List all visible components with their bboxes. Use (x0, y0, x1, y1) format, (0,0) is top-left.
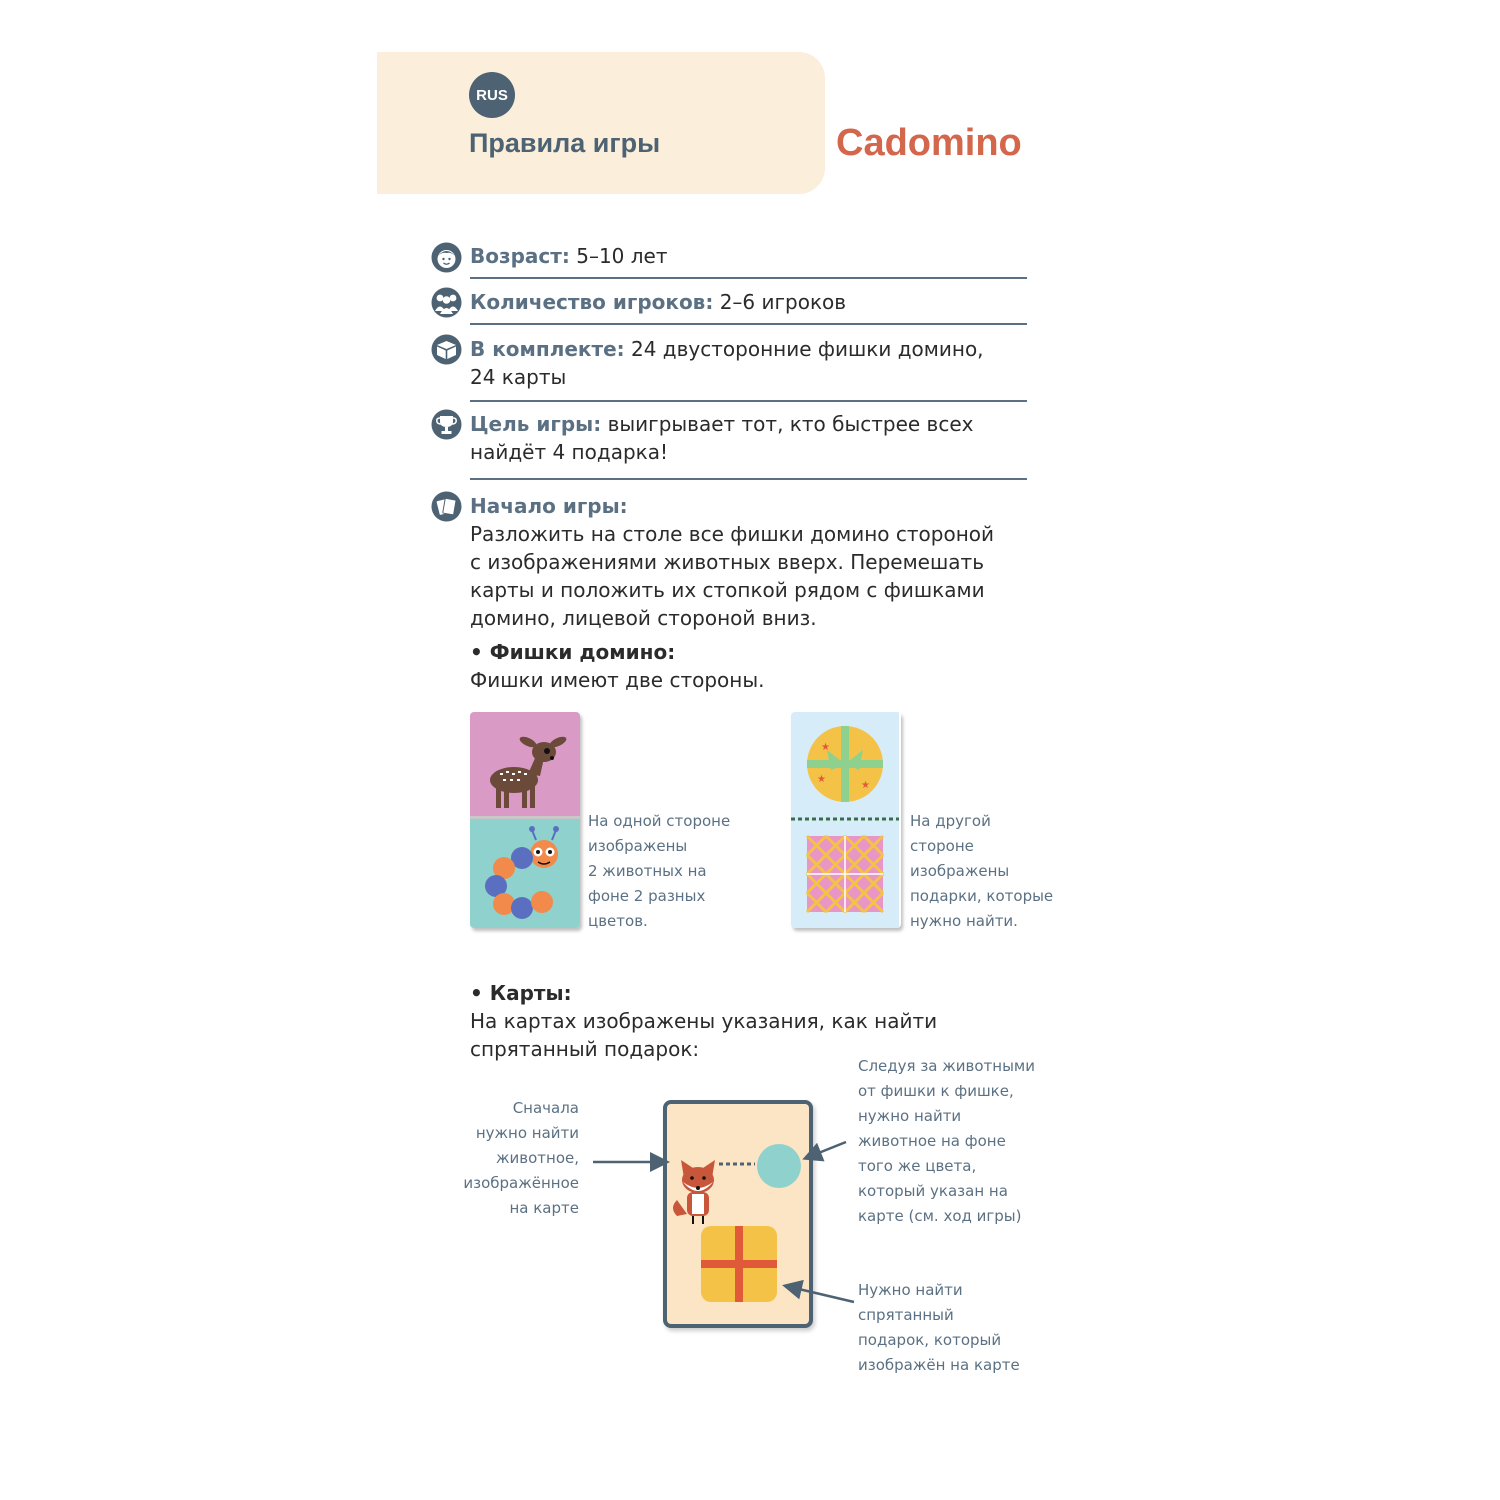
divider (470, 400, 1027, 402)
dominoes-text: Фишки имеют две стороны. (470, 668, 765, 692)
language-badge: RUS (469, 72, 515, 118)
right-bottom-caption (858, 1278, 1020, 1378)
fox-icon (673, 1160, 715, 1224)
caption-line: того же цвета, (858, 1157, 977, 1175)
start-line: домино, лицевой стороной вниз. (470, 606, 817, 630)
caption-line: изображены (588, 837, 688, 855)
caption-line: подарки, которые (910, 887, 1054, 905)
start-heading (470, 492, 1027, 520)
caption-line: на карте (509, 1199, 579, 1217)
start-line: с изображениями животных вверх. Перемешать (470, 550, 984, 574)
header-panel (377, 52, 825, 194)
caption-line: от фишки к фишке, (858, 1082, 1014, 1100)
goal-value-line2: найдёт 4 подарка! (470, 440, 668, 464)
page-title: Правила игры (469, 128, 661, 158)
caption-line: спрятанный (858, 1306, 954, 1324)
dominoes-heading: • Фишки домино: (470, 640, 676, 664)
caption-line: животное, (496, 1149, 579, 1167)
caption-line: изображены (910, 862, 1010, 880)
child-face-icon (431, 242, 462, 273)
caption-line: цветов. (588, 912, 648, 930)
caption-line: Следуя за животными (858, 1057, 1035, 1075)
cards-heading: • Карты: (470, 981, 572, 1005)
gift-box-icon (701, 1226, 777, 1302)
box-icon (431, 334, 462, 365)
start-label: Начало игры: (470, 494, 628, 518)
caption-line: На другой (910, 812, 991, 830)
divider (470, 478, 1027, 480)
square-gift-icon (807, 836, 883, 912)
goal-value-line1: выигрывает тот, кто быстрее всех (601, 412, 974, 436)
contents-label: В комплекте: (470, 337, 625, 361)
brand-name: Cadomino (836, 122, 1022, 164)
start-paragraph (470, 520, 994, 632)
age-value: 5–10 лет (569, 244, 668, 268)
caption-line: стороне (910, 837, 974, 855)
caption-line: нужно найти. (910, 912, 1018, 930)
contents-value-line1: 24 двусторонние фишки домино, (624, 337, 984, 361)
cards-icon (431, 491, 462, 522)
caption-line: подарок, который (858, 1331, 1002, 1349)
game-card (663, 1100, 813, 1328)
domino-animal-side (470, 712, 580, 928)
caption-line: животное на фоне (858, 1132, 1006, 1150)
svg-text:★: ★ (821, 742, 830, 753)
players-label: Количество игроков: (470, 290, 714, 314)
caption-line: изображён на карте (858, 1356, 1020, 1374)
divider (470, 277, 1027, 279)
caption-line: Сначала (512, 1099, 579, 1117)
left-caption (440, 1096, 579, 1221)
goal-label: Цель игры: (470, 412, 602, 436)
players-value: 2–6 игроков (713, 290, 847, 314)
trophy-icon (431, 409, 462, 440)
round-gift-icon (807, 726, 883, 802)
caption-line: нужно найти (475, 1124, 579, 1142)
caption-line: карте (см. ход игры) (858, 1207, 1022, 1225)
cards-text-line: На картах изображены указания, как найти (470, 1009, 938, 1033)
group-icon (431, 287, 462, 318)
players-row (470, 288, 1027, 316)
svg-text:★: ★ (861, 780, 870, 791)
contents-row (470, 335, 1027, 391)
start-line: карты и положить их стопкой рядом с фишками (470, 578, 985, 602)
color-target-circle (757, 1144, 801, 1188)
caption-line: На одной стороне (588, 812, 731, 830)
divider (470, 323, 1027, 325)
side-b-caption (910, 809, 1053, 934)
goal-row (470, 410, 1027, 466)
side-a-caption (588, 809, 730, 934)
right-top-caption (858, 1054, 1035, 1229)
contents-value-line2: 24 карты (470, 365, 567, 389)
caption-line: фоне 2 разных (588, 887, 706, 905)
caption-line: Нужно найти (858, 1281, 963, 1299)
domino-gift-side (791, 712, 901, 928)
caption-line: 2 животных на (588, 862, 707, 880)
start-line: Разложить на столе все фишки домино стороной (470, 522, 995, 546)
age-row (470, 242, 1027, 270)
caption-line: нужно найти (858, 1107, 962, 1125)
age-label: Возраст: (470, 244, 570, 268)
cards-text-line: спрятанный подарок: (470, 1037, 700, 1061)
caption-line: который указан на (858, 1182, 1008, 1200)
svg-text:★: ★ (817, 774, 826, 785)
caption-line: изображённое (463, 1174, 579, 1192)
